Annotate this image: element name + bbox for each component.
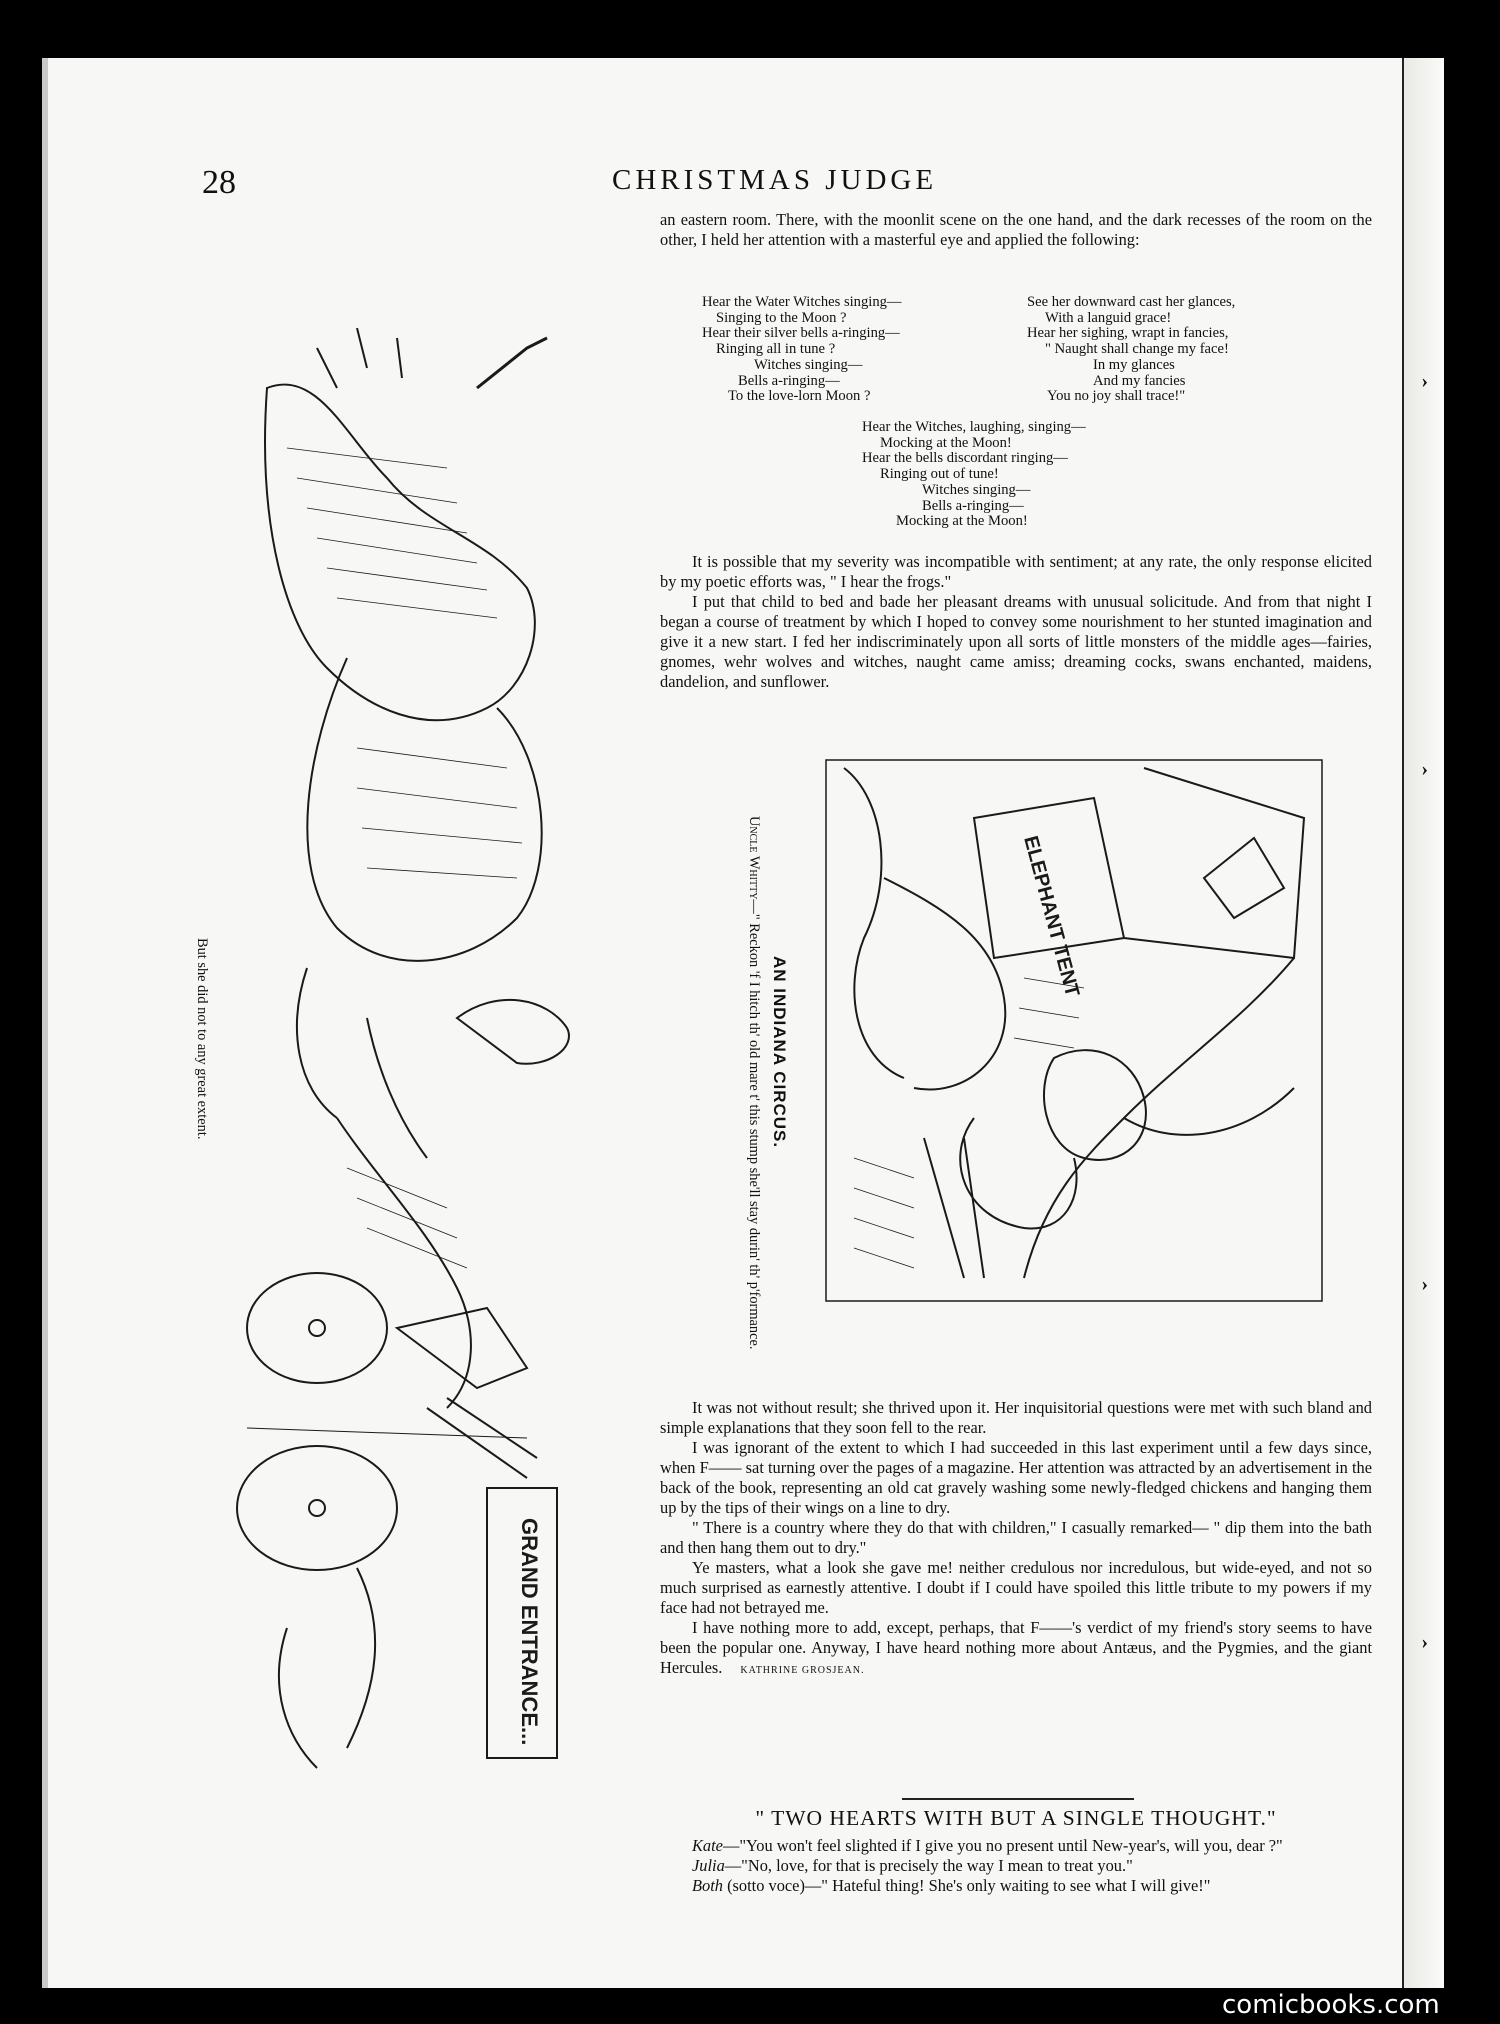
- facing-page-edge: [1402, 58, 1444, 1988]
- body-paragraphs-bottom: [660, 1398, 1372, 1681]
- poem-line: Mocking at the Moon!: [880, 434, 1012, 451]
- poem-line: Hear the bells discordant ringing—: [862, 450, 1068, 467]
- circus-illustration-left: [227, 328, 627, 1788]
- poem-line: " Naught shall change my face!: [1045, 341, 1229, 358]
- dialogue-line: [660, 1856, 1372, 1876]
- speaker-name: Both: [692, 1876, 723, 1895]
- poem-line: Witches singing—: [922, 481, 1031, 498]
- author-byline: KATHRINE GROSJEAN.: [740, 1665, 865, 1676]
- edge-mark: ›: [1421, 1273, 1428, 1295]
- caption-quote: —" Reckon 'f I hitch th' old mare t' this stump she'll stay durin' th' p'formance.: [746, 899, 762, 1350]
- poem-line: In my glances: [1093, 356, 1175, 373]
- poem-line: See her downward cast her glances,: [1027, 294, 1236, 310]
- paragraph: Ye masters, what a look she gave me! neither credulous nor incredulous, but wide-eyed, and not so much surprised as earnestly attentive. I doubt if I could have spoiled this little tribute to my powers if my face had not betrayed me.: [660, 1558, 1372, 1617]
- two-hearts-dialogue: [660, 1836, 1372, 1896]
- edge-mark: ›: [1421, 370, 1428, 392]
- poem-line: Ringing all in tune ?: [716, 341, 836, 358]
- running-head: CHRISTMAS JUDGE: [612, 164, 938, 196]
- poem-right-stanza: [1027, 295, 1377, 405]
- poem-line: Hear the Water Witches singing—: [702, 294, 902, 310]
- paragraph: " There is a country where they do that with children," I casually remarked— " dip them into the bath and then hang them out to dry.": [660, 1518, 1372, 1557]
- page-number: 28: [202, 164, 236, 201]
- paragraph: I put that child to bed and bade her pleasant dreams with unusual solicitude. And from that night I began a course of treatment by which I hoped to convey some nourishment to her stunted imagination and give it a new start. I fed her indiscriminately upon all sorts of little monsters of the middle ages—fairies, gnomes, wehr wolves and witches, naught came amiss; dreaming cocks, swans enchanted, maidens, dandelion, and sunflower.: [660, 592, 1372, 691]
- speaker-line: —"You won't feel slighted if I give you no present until New-year's, will you, dear ?": [722, 1836, 1283, 1855]
- poem-line: Hear the Witches, laughing, singing—: [862, 419, 1086, 435]
- poem-line: Singing to the Moon ?: [716, 309, 847, 326]
- site-watermark: comicbooks.com: [1222, 1990, 1440, 2020]
- poem-left-stanza: [702, 295, 1022, 405]
- indiana-circus-title: AN INDIANA CIRCUS.: [770, 956, 789, 1149]
- two-hearts-title: " TWO HEARTS WITH BUT A SINGLE THOUGHT.": [755, 1806, 1277, 1830]
- body-paragraphs-top: [660, 552, 1372, 692]
- poem-line: You no joy shall trace!": [1047, 388, 1186, 405]
- paragraph: It is possible that my severity was incompatible with sentiment; at any rate, the only response elicited by my poetic efforts was, " I hear the frogs.": [660, 552, 1372, 591]
- intro-text: an eastern room. There, with the moonlit scene on the one hand, and the dark recesses of the room on the other, I held her attention with a masterful eye and applied the following:: [660, 210, 1372, 249]
- paragraph: I was ignorant of the extent to which I had succeeded in this last experiment until a few days since, when F—— sat turning over the pages of a magazine. Her attention was attracted by an advertisement in the back of the book, representing an old cat gravely washing some newly-fledged chickens and hanging them up by the tips of their wings on a line to dry.: [660, 1438, 1372, 1517]
- speaker-line: —"No, love, for that is precisely the way I mean to treat you.": [724, 1856, 1133, 1875]
- poem-line: Mocking at the Moon!: [896, 513, 1028, 530]
- magazine-page: [42, 58, 1444, 1988]
- poem-line: Hear her sighing, wrapt in fancies,: [1027, 325, 1229, 342]
- speaker-name: Kate: [692, 1836, 723, 1855]
- indiana-circus-illustration: [824, 758, 1324, 1303]
- dialogue-line: [660, 1836, 1372, 1856]
- poem-closing-stanza: [862, 420, 1192, 530]
- poem-line: Bells a-ringing—: [738, 372, 840, 389]
- closing-text: I have nothing more to add, except, perhaps, that F——'s verdict of my friend's story seems to have been the popular one. Anyway, I have heard nothing more about Antæus, and the Pygmies, and the giant Hercules.: [660, 1618, 1372, 1677]
- page-binding-edge: [42, 58, 48, 1988]
- grand-entrance-sign-text: GRAND ENTRANCE...: [517, 1518, 542, 1746]
- poem-line: Bells a-ringing—: [922, 497, 1024, 514]
- elephant-tent-sign-text: ELEPHANT TENT: [1019, 833, 1084, 1000]
- section-divider: [902, 1798, 1134, 1800]
- indiana-circus-caption: [745, 816, 762, 1350]
- poem-line: To the love-lorn Moon ?: [728, 388, 871, 405]
- edge-mark: ›: [1421, 758, 1428, 780]
- paragraph: [660, 1618, 1372, 1681]
- poem-line: Witches singing—: [754, 356, 863, 373]
- intro-paragraph: [660, 210, 1372, 250]
- paragraph: It was not without result; she thrived upon it. Her inquisitorial questions were met with such bland and simple explanations that they soon fell to the rear.: [660, 1398, 1372, 1437]
- poem-line: And my fancies: [1093, 372, 1186, 389]
- speaker-line: (sotto voce)—" Hateful thing! She's only waiting to see what I will give!": [722, 1876, 1211, 1895]
- poem-line: With a languid grace!: [1045, 309, 1172, 326]
- edge-mark: ›: [1421, 1631, 1428, 1653]
- caption-speaker: Uncle Whitty: [746, 816, 762, 900]
- left-illustration-caption: But she did not to any great extent.: [194, 938, 210, 1140]
- speaker-name: Julia: [692, 1856, 725, 1875]
- poem-line: Hear their silver bells a-ringing—: [702, 325, 900, 342]
- dialogue-line: [660, 1876, 1372, 1896]
- poem-line: Ringing out of tune!: [880, 466, 999, 483]
